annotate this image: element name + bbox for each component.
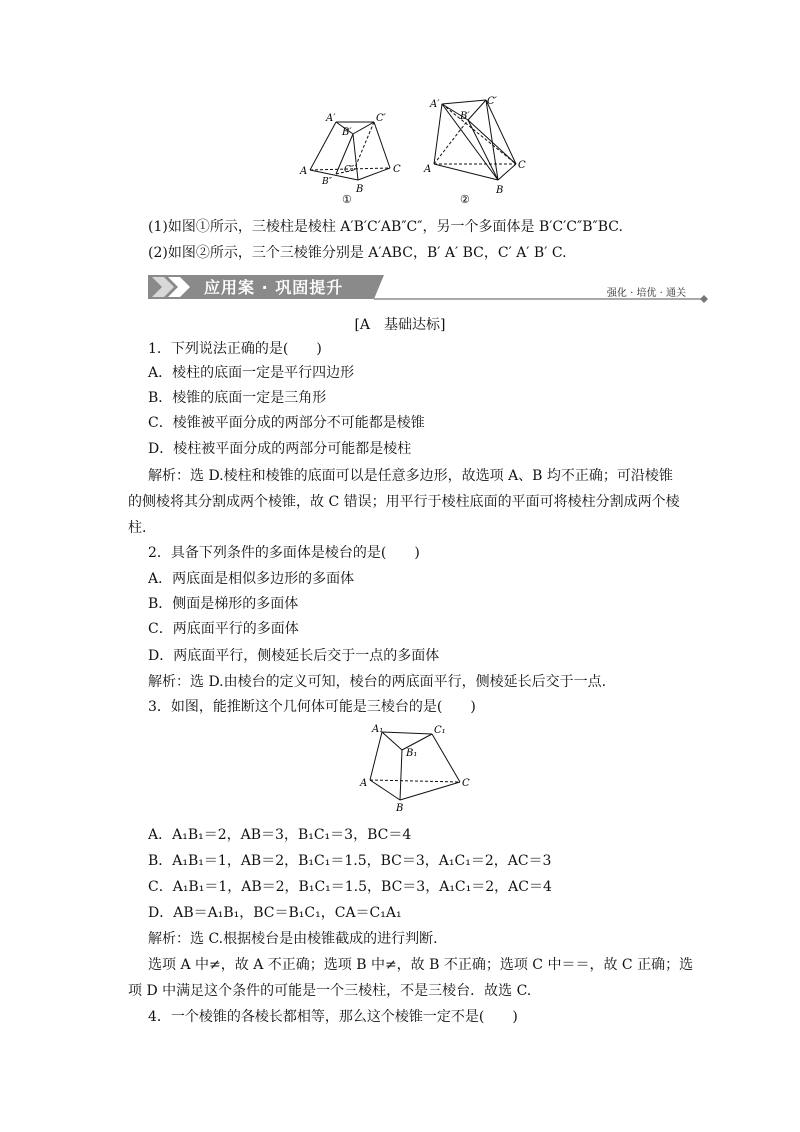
fig2-number: ② [460, 193, 470, 204]
q3-figure-drawing [358, 720, 478, 812]
q1-option-d: D．棱柱被平面分成的两部分可能都是棱柱 [148, 441, 412, 457]
solution-line-2: (2)如图②所示，三个三棱锥分别是 A′ABC，B′ A′ BC，C′ A′ B′ C. [148, 245, 567, 261]
q1-stem: 1．下列说法正确的是( ) [148, 341, 322, 357]
fig2-label-a: A [424, 164, 432, 175]
fig1-label-b-double-prime: B″ [322, 177, 332, 187]
q2-option-c: C．两底面平行的多面体 [148, 621, 299, 637]
figure-2-pyramids-split [420, 92, 540, 204]
q3-analysis-line-1: 解析：选 C.根据棱台是由棱锥截成的进行判断. [148, 931, 438, 947]
banner-tag: 强化 · 培优 · 通关 [606, 288, 686, 299]
q2-option-d: D．两底面平行，侧棱延长后交于一点的多面体 [148, 648, 440, 664]
q3-option-a: A．A₁B₁＝2，AB＝3，B₁C₁＝3，BC＝4 [148, 827, 412, 843]
q3-label-a1: A₁ [372, 724, 384, 735]
q3-label-a: A [360, 778, 368, 789]
fig1-label-b-prime: B′ [342, 127, 352, 138]
q4-stem: 4．一个棱锥的各棱长都相等，那么这个棱锥一定不是( ) [148, 1009, 518, 1025]
fig2-label-c-prime: C′ [487, 96, 497, 107]
q3-stem: 3．如图，能推断这个几何体可能是三棱台的是( ) [148, 699, 476, 715]
solution-line-1: (1)如图①所示，三棱柱是棱柱 A′B′C′AB″C″，另一个多面体是 B′C′C″B″BC. [148, 219, 623, 235]
section-label: [A 基础达标] [354, 317, 446, 333]
q2-stem: 2．具备下列条件的多面体是棱台的是( ) [148, 545, 420, 561]
q3-label-c: C [462, 778, 470, 789]
fig1-label-a: A [300, 166, 308, 177]
figure-1-drawing [296, 104, 416, 204]
fig2-label-b-prime: B′ [460, 111, 470, 122]
section-banner [148, 273, 708, 303]
fig1-label-a-prime: A′ [326, 113, 336, 124]
fig2-label-a-prime: A′ [430, 99, 440, 110]
q3-label-b: B [396, 803, 404, 812]
q3-figure-frustum [358, 720, 478, 812]
q3-label-c1: C₁ [434, 725, 446, 736]
q1-option-c: C．棱锥被平面分成的两部分不可能都是棱锥 [148, 415, 425, 431]
figure-2-drawing [420, 92, 540, 204]
q2-analysis: 解析：选 D.由棱台的定义可知，棱台的两底面平行，侧棱延长后交于一点. [148, 674, 607, 690]
fig2-label-c: C [518, 160, 526, 171]
figure-1-frustum-split [296, 104, 416, 204]
q1-option-b: B．棱锥的底面一定是三角形 [148, 390, 327, 406]
fig1-label-c-prime: C′ [376, 113, 386, 124]
q3-option-d: D．AB＝A₁B₁，BC＝B₁C₁，CA＝C₁A₁ [148, 905, 402, 921]
q3-analysis-line-3: 项 D 中满足这个条件的可能是一个三棱柱，不是三棱台．故选 C. [128, 983, 532, 999]
fig1-label-c: C [393, 164, 401, 175]
q2-option-b: B．侧面是梯形的多面体 [148, 596, 299, 612]
q1-option-a: A．棱柱的底面一定是平行四边形 [148, 365, 355, 381]
fig1-label-c-double-prime: C″ [344, 165, 355, 175]
q3-label-b1: B₁ [406, 748, 418, 759]
banner-title: 应用案 · 巩固提升 [204, 278, 344, 297]
q1-analysis-line-3: 柱. [128, 520, 147, 536]
fig2-label-b: B [496, 185, 504, 196]
fig1-label-b: B [356, 184, 364, 195]
q1-analysis-line-1: 解析：选 D.棱柱和棱锥的底面可以是任意多边形，故选项 A、B 均不正确；可沿棱锥 [148, 468, 673, 484]
q3-option-c: C．A₁B₁＝1，AB＝2，B₁C₁＝1.5，BC＝3，A₁C₁＝2，AC＝4 [148, 879, 552, 895]
q2-option-a: A．两底面是相似多边形的多面体 [148, 571, 355, 587]
q1-analysis-line-2: 的侧棱将其分割成两个棱锥，故 C 错误；用平行于棱柱底面的平面可将棱柱分割成两个棱 [128, 494, 680, 510]
q3-analysis-line-2: 选项 A 中≠，故 A 不正确；选项 B 中≠，故 B 不正确；选项 C 中＝＝，故 C 正确；选 [148, 957, 694, 973]
fig1-number: ① [342, 193, 352, 204]
q3-option-b: B．A₁B₁＝1，AB＝2，B₁C₁＝1.5，BC＝3，A₁C₁＝2，AC＝3 [148, 853, 552, 869]
